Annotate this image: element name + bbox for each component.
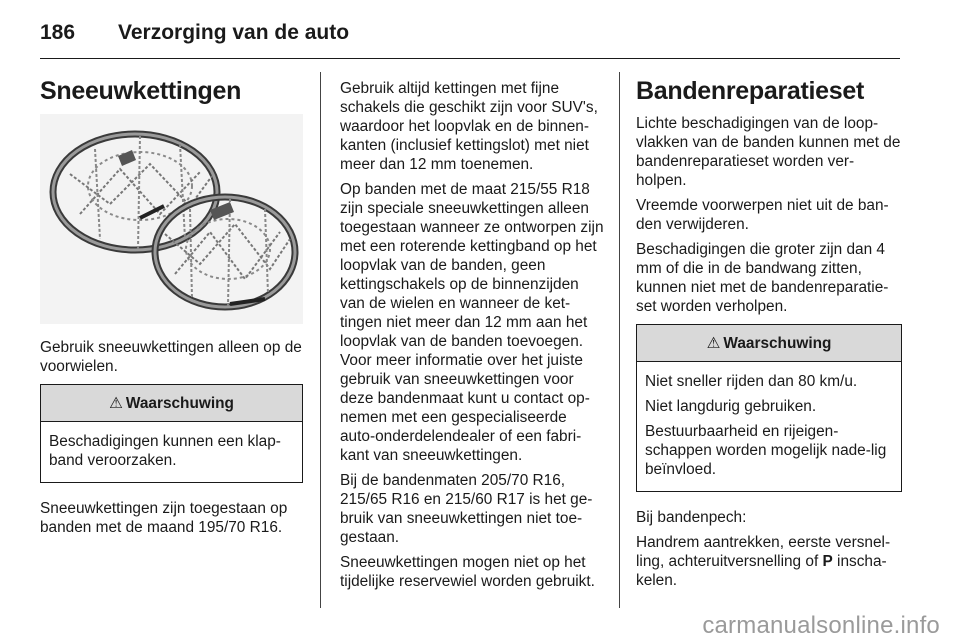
warning-title: Waarschuwing xyxy=(125,394,234,412)
warning-header xyxy=(41,385,302,422)
not-allowed-sizes-text: Bij de bandenmaten 205/70 R16, 215/65 R16 en 215/60 R17 is het ge-bruik van sneeuwkettingen niet toe-gestaan. xyxy=(340,472,593,546)
page-number: 186 xyxy=(40,21,76,44)
spare-wheel-text: Sneeuwkettingen mogen niet op het tijdelijke reservewiel worden gebruikt. xyxy=(340,554,595,590)
snow-chains-front-wheels-text: Gebruik sneeuwkettingen alleen op de voorwielen. xyxy=(40,339,302,375)
repair-kit-intro-text: Lichte beschadigingen van de loop-vlakken van de banden kunnen met de bandenreparatieset worden ver-holpen. xyxy=(636,115,901,189)
warning-handling-text: Bestuurbaarheid en rijeigen-schappen worden mogelijk nade-lig beïnvloed. xyxy=(645,423,887,478)
column-1 xyxy=(40,70,303,543)
warning-box xyxy=(636,324,902,492)
column-divider xyxy=(619,72,620,608)
section-heading-repair-kit: Bandenreparatieset xyxy=(636,77,865,105)
allowed-tyre-size-text: Sneeuwkettingen zijn toegestaan op banden met de maand 195/70 R16. xyxy=(40,500,288,536)
warning-text: Beschadigingen kunnen een klap-band veroorzaken. xyxy=(49,433,281,469)
warning-body xyxy=(637,362,901,491)
watermark: carmanualsonline.info xyxy=(702,612,940,639)
column-2 xyxy=(340,79,606,597)
special-chains-text: Op banden met de maat 215/55 R18 zijn speciale sneeuwkettingen alleen toegestaan wanneer ze ontworpen zijn met een roterende kettingband op het loopvlak van de banden, geen kettingschakels op de binnenzijden van de wielen en wanneer de ket-tingen niet meer dan 12 mm aan het loopvlak van de banden toevoegen. Voor meer informatie over het juiste gebruik van sneeuwkettingen voor deze bandenmaat kunt u contact op-nemen met een gespecialiseerde auto-onderdelendealer of een fabri-kant van sneeuwkettingen. xyxy=(340,181,604,464)
warning-header xyxy=(637,325,901,362)
warning-duration-text: Niet langdurig gebruiken. xyxy=(645,398,817,415)
flat-tyre-text: Bij bandenpech: xyxy=(636,509,747,526)
snow-chains-illustration xyxy=(40,114,303,324)
warning-speed-text: Niet sneller rijden dan 80 km/u. xyxy=(645,373,858,390)
foreign-objects-text: Vreemde voorwerpen niet uit de ban-den verwijderen. xyxy=(636,197,889,233)
handbrake-text: Handrem aantrekken, eerste versnel-ling, achteruitversnelling of P inscha-kelen. xyxy=(636,534,891,589)
header-rule xyxy=(40,58,900,59)
chapter-title: Verzorging van de auto xyxy=(118,21,350,44)
warning-triangle-icon: ⚠ xyxy=(109,394,123,412)
warning-title: Waarschuwing xyxy=(723,334,832,352)
warning-box xyxy=(40,384,303,483)
section-heading-snow-chains: Sneeuwkettingen xyxy=(40,77,242,105)
column-3 xyxy=(636,70,902,596)
snow-chains-icon xyxy=(40,114,303,324)
warning-triangle-icon: ⚠ xyxy=(706,334,721,352)
page-header xyxy=(40,18,349,48)
damage-limit-text: Beschadigingen die groter zijn dan 4 mm of die in de bandwang zitten, kunnen niet met de bandenreparatie-set worden verholpen. xyxy=(636,241,889,315)
fine-link-chains-text: Gebruik altijd kettingen met fijne schakels die geschikt zijn voor SUV's, waardoor het loopvlak en de binnen-kanten (inclusief kettingslot) met niet meer dan 12 mm toenemen. xyxy=(340,80,598,173)
warning-body xyxy=(41,422,302,482)
gear-p-label: P xyxy=(822,553,833,570)
column-divider xyxy=(320,72,321,608)
